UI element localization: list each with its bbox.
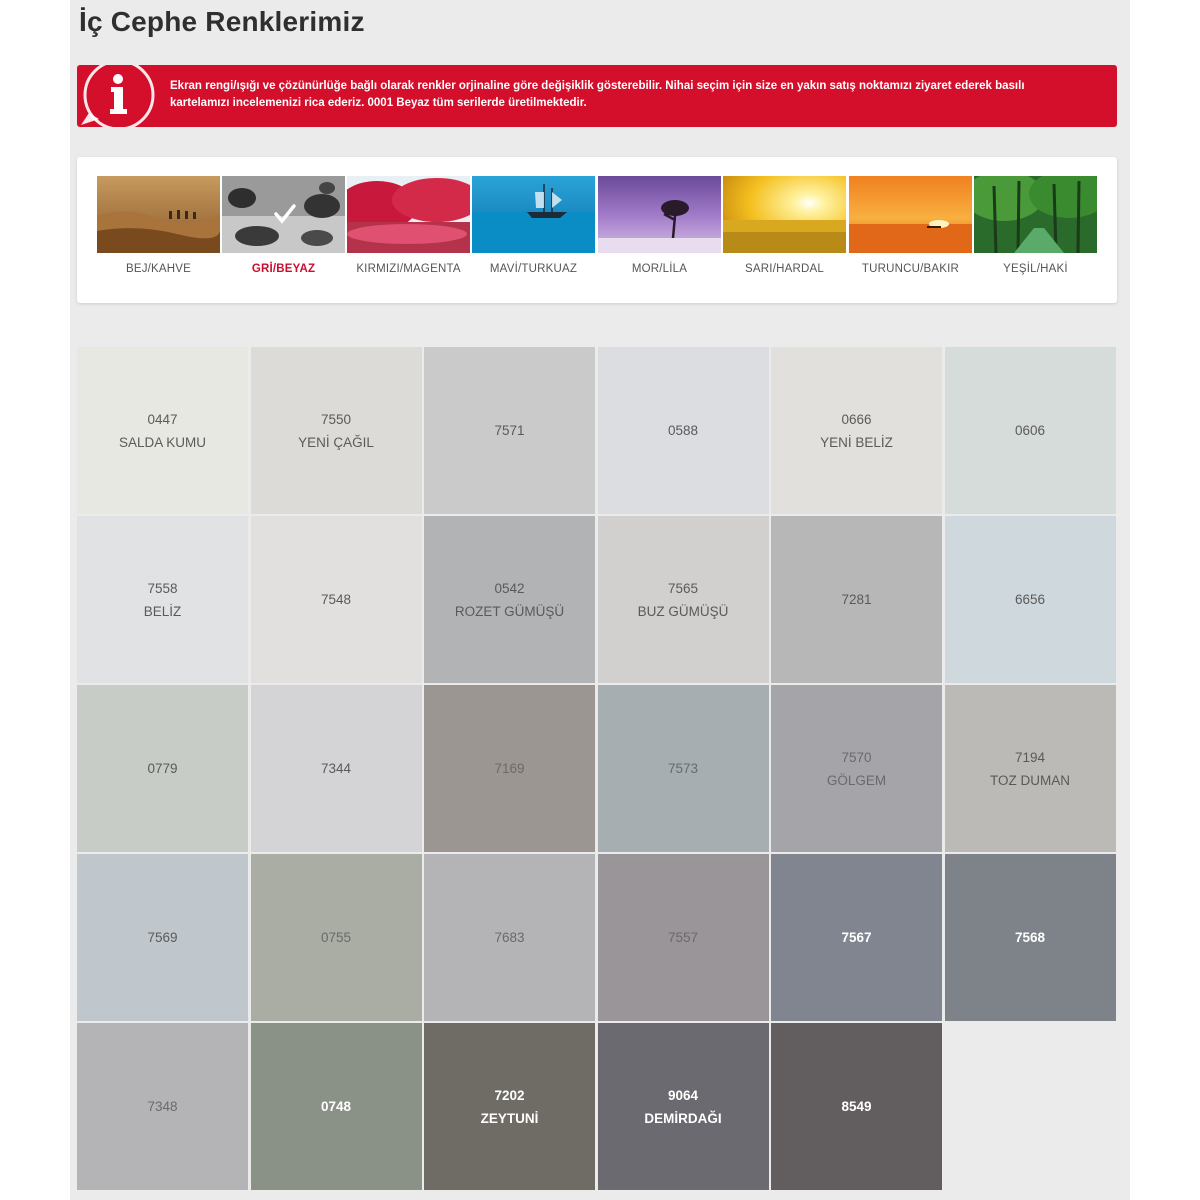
swatch-code: 6656 bbox=[1014, 592, 1046, 607]
category-gri-beyaz[interactable] bbox=[222, 176, 345, 286]
swatch-code: 0779 bbox=[147, 761, 178, 776]
color-swatch-7548[interactable] bbox=[251, 516, 422, 683]
color-swatch-0748[interactable] bbox=[251, 1023, 422, 1190]
swatch-code: 0542 bbox=[494, 580, 525, 596]
category-selector bbox=[77, 157, 1117, 303]
color-swatch-7570[interactable] bbox=[771, 685, 942, 852]
color-swatch-7558[interactable] bbox=[77, 516, 248, 683]
swatch-code: 7565 bbox=[667, 580, 699, 596]
swatch-code: 8549 bbox=[841, 1099, 872, 1114]
category-thumbnail bbox=[222, 176, 345, 253]
swatch-name: ZEYTUNİ bbox=[480, 1110, 539, 1126]
category-thumbnail bbox=[472, 176, 595, 253]
swatch-code: 7558 bbox=[147, 580, 178, 596]
swatch-code: 7281 bbox=[841, 592, 872, 607]
category-label: KIRMIZI/MAGENTA bbox=[356, 263, 461, 275]
category-mavi-turkuaz[interactable] bbox=[472, 176, 595, 286]
color-swatch-7571[interactable] bbox=[424, 347, 595, 514]
category-thumbnail bbox=[974, 176, 1097, 253]
color-swatch-0447[interactable] bbox=[77, 347, 248, 514]
color-swatch-8549[interactable] bbox=[771, 1023, 942, 1190]
swatch-code: 7573 bbox=[667, 761, 699, 776]
swatch-name: GÖLGEM bbox=[826, 772, 887, 788]
page-title: İç Cephe Renklerimiz bbox=[79, 6, 365, 37]
color-swatch-0588[interactable] bbox=[598, 347, 769, 514]
category-kirmizi-magenta[interactable] bbox=[347, 176, 470, 286]
banner-message bbox=[170, 78, 1100, 112]
category-sari-hardal[interactable] bbox=[723, 176, 846, 286]
swatch-code: 7344 bbox=[320, 761, 352, 776]
swatch-code: 0606 bbox=[1014, 423, 1046, 438]
swatch-name: SALDA KUMU bbox=[118, 434, 207, 450]
swatch-code: 7683 bbox=[494, 930, 525, 945]
category-thumbnail bbox=[598, 176, 721, 253]
banner-text-line2: kartelamızı incelemenizi rica ederiz. 0001 Beyaz tüm serilerde üretilmektedir. bbox=[170, 97, 587, 109]
category-bej-kahve[interactable] bbox=[97, 176, 220, 286]
swatch-code: 7567 bbox=[841, 930, 872, 945]
category-thumbnail bbox=[97, 176, 220, 253]
swatch-code: 0755 bbox=[320, 930, 352, 945]
color-swatch-7569[interactable] bbox=[77, 854, 248, 1021]
swatch-name: YENİ ÇAĞIL bbox=[298, 434, 374, 450]
swatch-code: 7571 bbox=[494, 423, 525, 438]
swatch-code: 9064 bbox=[667, 1087, 699, 1103]
category-thumbnail bbox=[849, 176, 972, 253]
swatch-code: 0447 bbox=[147, 411, 178, 427]
swatch-code: 7569 bbox=[147, 930, 178, 945]
color-swatch-7194[interactable] bbox=[945, 685, 1116, 852]
category-label: GRİ/BEYAZ bbox=[251, 263, 316, 275]
color-swatch-0542[interactable] bbox=[424, 516, 595, 683]
color-swatch-7573[interactable] bbox=[598, 685, 769, 852]
color-swatch-7281[interactable] bbox=[771, 516, 942, 683]
color-swatch-7683[interactable] bbox=[424, 854, 595, 1021]
swatch-code: 7568 bbox=[1014, 930, 1046, 945]
color-swatch-grid bbox=[77, 347, 1118, 1191]
swatch-name: BELİZ bbox=[143, 603, 182, 619]
category-thumbnail bbox=[723, 176, 846, 253]
swatch-code: 7169 bbox=[494, 761, 525, 776]
color-swatch-7567[interactable] bbox=[771, 854, 942, 1021]
swatch-code: 7570 bbox=[841, 749, 872, 765]
color-swatch-9064[interactable] bbox=[598, 1023, 769, 1190]
color-swatch-0755[interactable] bbox=[251, 854, 422, 1021]
color-swatch-7348[interactable] bbox=[77, 1023, 248, 1190]
category-mor-lila[interactable] bbox=[598, 176, 721, 286]
color-swatch-7550[interactable] bbox=[251, 347, 422, 514]
color-swatch-7344[interactable] bbox=[251, 685, 422, 852]
swatch-code: 7348 bbox=[147, 1099, 178, 1114]
banner-text-line1: Ekran rengi/ışığı ve çözünürlüğe bağlı olarak renkler orjinaline göre değişiklik gösterebilir. Nihai seçim için size en yakın satış noktamızı ziyaret ederek basılı bbox=[170, 80, 1025, 92]
swatch-name: BUZ GÜMÜŞÜ bbox=[637, 603, 729, 619]
swatch-name: YENİ BELİZ bbox=[820, 434, 893, 450]
swatch-code: 0588 bbox=[667, 423, 699, 438]
color-swatch-0666[interactable] bbox=[771, 347, 942, 514]
color-swatch-7565[interactable] bbox=[598, 516, 769, 683]
swatch-name: TOZ DUMAN bbox=[990, 772, 1070, 788]
swatch-code: 7550 bbox=[320, 411, 352, 427]
swatch-code: 0748 bbox=[320, 1099, 352, 1114]
swatch-name: DEMİRDAĞI bbox=[644, 1110, 722, 1126]
info-banner bbox=[77, 65, 1117, 127]
color-swatch-7202[interactable] bbox=[424, 1023, 595, 1190]
swatch-code: 7202 bbox=[494, 1087, 525, 1103]
swatch-code: 7194 bbox=[1014, 749, 1046, 765]
color-swatch-7169[interactable] bbox=[424, 685, 595, 852]
category-label: TURUNCU/BAKIR bbox=[861, 263, 960, 275]
swatch-code: 7557 bbox=[667, 930, 699, 945]
color-swatch-6656[interactable] bbox=[945, 516, 1116, 683]
color-swatch-0606[interactable] bbox=[945, 347, 1116, 514]
category-yesil-haki[interactable] bbox=[974, 176, 1097, 286]
color-swatch-7568[interactable] bbox=[945, 854, 1116, 1021]
category-turuncu-bakir[interactable] bbox=[849, 176, 972, 286]
category-label: MAVİ/TURKUAZ bbox=[489, 263, 578, 275]
category-label: YEŞİL/HAKİ bbox=[1003, 263, 1068, 275]
color-swatch-7557[interactable] bbox=[598, 854, 769, 1021]
category-thumbnail bbox=[347, 176, 470, 253]
category-label: BEJ/KAHVE bbox=[125, 263, 192, 275]
info-icon bbox=[79, 65, 157, 127]
color-swatch-0779[interactable] bbox=[77, 685, 248, 852]
category-label: MOR/LİLA bbox=[631, 263, 688, 275]
swatch-code: 7548 bbox=[320, 592, 352, 607]
swatch-code: 0666 bbox=[841, 411, 872, 427]
category-label: SARI/HARDAL bbox=[745, 263, 824, 275]
swatch-name: ROZET GÜMÜŞÜ bbox=[454, 603, 565, 619]
